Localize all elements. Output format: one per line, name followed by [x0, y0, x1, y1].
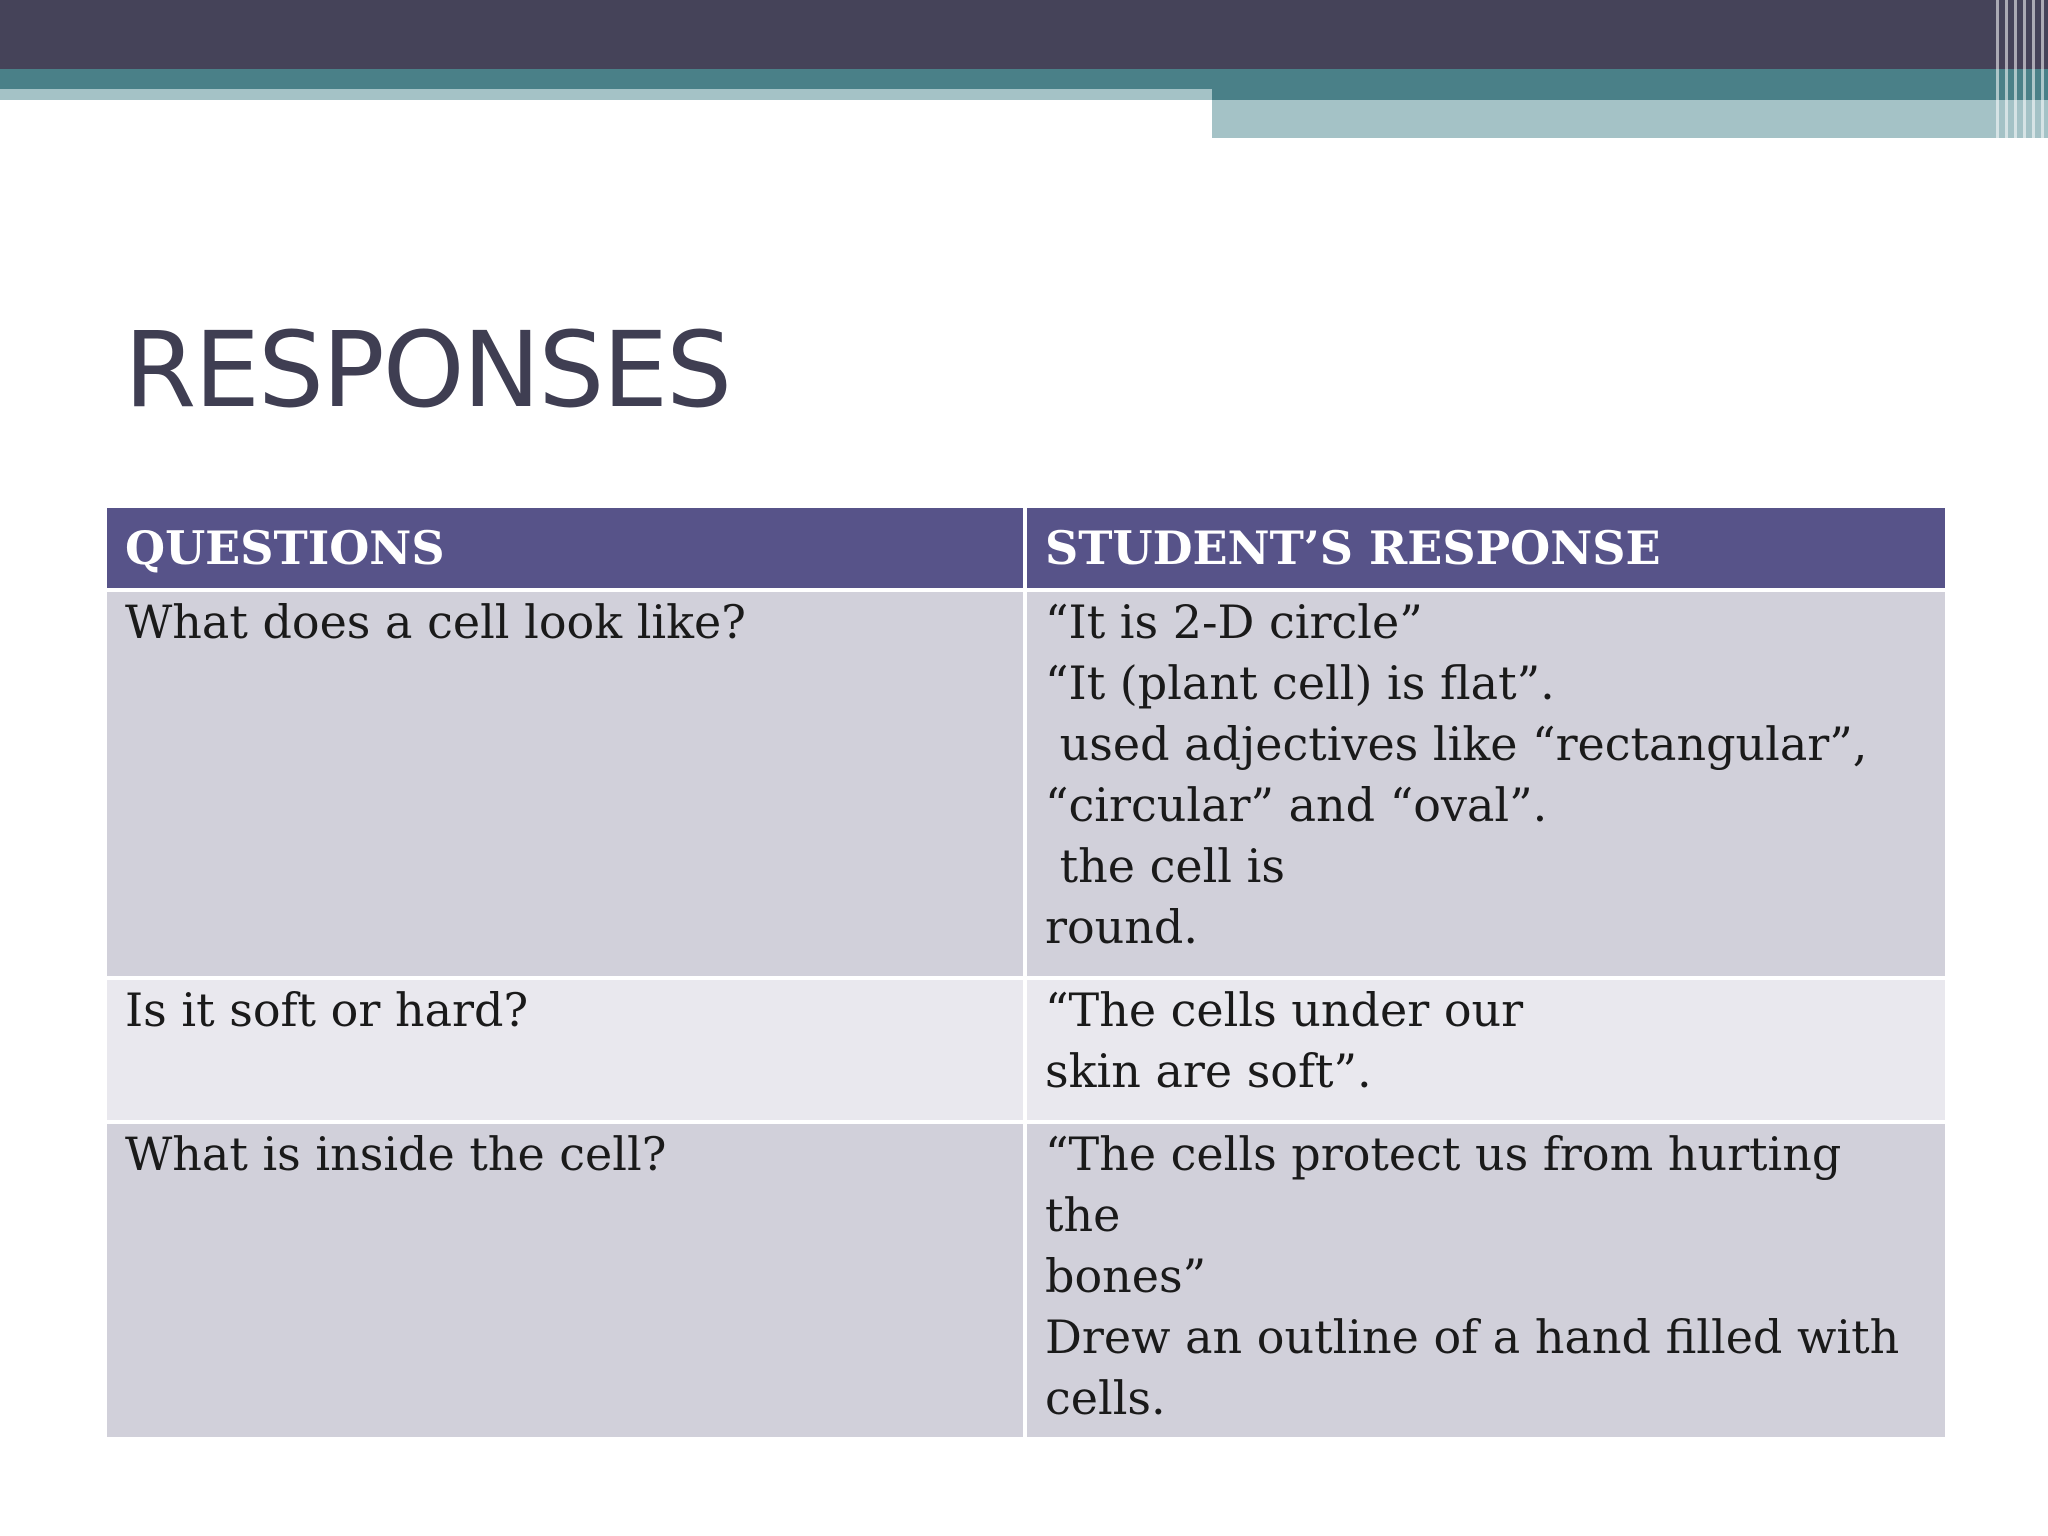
response-line: “The cells under our — [1045, 983, 1524, 1037]
header-band-light-right — [1212, 100, 2048, 138]
table-row — [105, 590, 1947, 978]
response-line: bones” — [1045, 1249, 1207, 1303]
header-edge-stripes — [1996, 0, 2048, 138]
response-line: “circular” and “oval”. — [1045, 778, 1548, 832]
question-cell: What is inside the cell? — [105, 1122, 1025, 1439]
response-line: Drew an outline of a hand filled with — [1045, 1310, 1900, 1364]
table-row — [105, 978, 1947, 1122]
response-line: cells. — [1045, 1371, 1166, 1425]
responses-table — [103, 504, 1949, 1441]
header-questions: QUESTIONS — [105, 506, 1025, 590]
header-band-dark — [0, 0, 2048, 69]
header-student-response: STUDENT’S RESPONSE — [1025, 506, 1947, 590]
response-line: the cell is — [1045, 839, 1285, 893]
response-line: “The cells protect us from hurting the — [1045, 1127, 1856, 1242]
response-line: used adjectives like “rectangular”, — [1045, 717, 1868, 771]
slide-title: RESPONSES — [124, 309, 731, 431]
question-cell: What does a cell look like? — [105, 590, 1025, 978]
response-line: “It (plant cell) is flat”. — [1045, 656, 1555, 710]
response-line: “It is 2-D circle” — [1045, 595, 1423, 649]
table-header-row — [105, 506, 1947, 590]
response-cell — [1025, 1122, 1947, 1439]
question-cell: Is it soft or hard? — [105, 978, 1025, 1122]
response-line: round. — [1045, 900, 1199, 954]
response-cell — [1025, 590, 1947, 978]
header-band-light-left — [0, 89, 1212, 100]
response-line: skin are soft”. — [1045, 1044, 1372, 1098]
header-band-teal — [0, 69, 2048, 89]
response-cell — [1025, 978, 1947, 1122]
table-row — [105, 1122, 1947, 1439]
header-band-teal-right — [1212, 89, 2048, 100]
